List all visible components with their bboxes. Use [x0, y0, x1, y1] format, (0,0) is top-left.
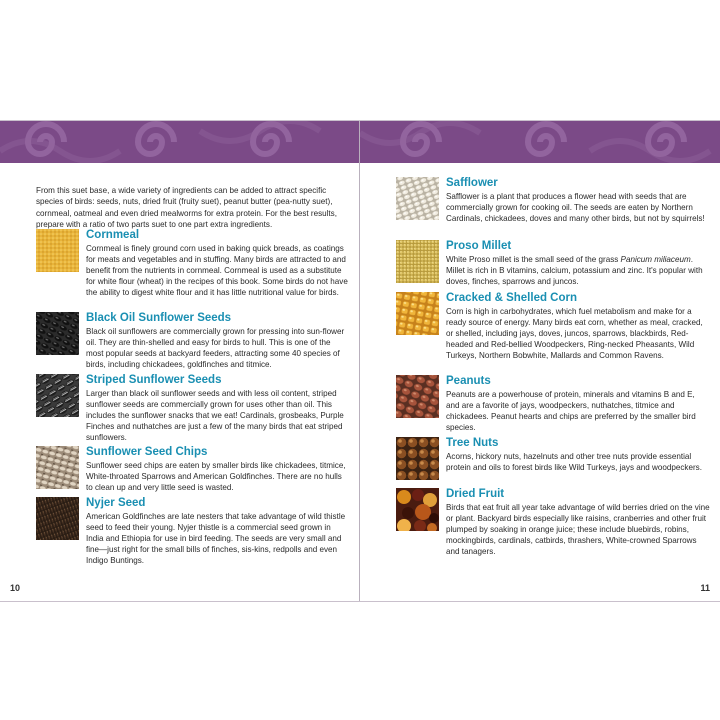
body-text-end: . Millet is rich in B vitamins, calcium, potassium and zinc. It's popular with doves, finches, sparrows and juncos.: [446, 255, 703, 286]
body-text-start: White Proso millet is the small seed of the grass: [446, 255, 621, 264]
book-spread: [0, 120, 720, 602]
left-page: [0, 121, 360, 601]
entry-body: Cornmeal is finely ground corn used in baking quick breads, as coatings for meats and vegetables and in stuffing. Many birds are attracted to and benefit from the nutrients in cornmeal. Cornmeal is used as a substitute for white flour (wheat) in the recipes of this book. Some birds do not have the ability to digest white flour and it has little nutritional value for birds.: [86, 244, 348, 297]
entry-body: Larger than black oil sunflower seeds and with less oil content, striped sunflower seeds are commercially grown for uses other than oil. This includes the sunflower snacks that we eat! Cardinals, grosbeaks, Purple Finches and nuthatches are just a few of the many birds that eat striped sunflowers.: [86, 389, 344, 442]
entry-title: Striped Sunflower Seeds: [86, 374, 222, 386]
cornmeal-photo: [36, 229, 79, 272]
entry-body: [446, 254, 710, 287]
scientific-name: Panicum miliaceum: [620, 255, 691, 264]
corn-photo: [396, 292, 439, 335]
striped-sunflower-photo: [36, 374, 79, 417]
proso-millet-photo: [396, 240, 439, 283]
decorative-banner: [0, 121, 359, 163]
page-number: 10: [10, 583, 21, 593]
page-number: 11: [700, 583, 710, 593]
entry-title: Tree Nuts: [446, 437, 499, 449]
intro-paragraph: From this suet base, a wide variety of ingredients can be added to attract specific species of birds: seeds, nuts, dried fruit (fruity suet), peanut butter (pea-nutty suet), cornmeal, oatmeal and even dried mealworms for extra protein. For the best results, prepare with a ratio of two parts suet to one part extra ingredients.: [36, 186, 337, 229]
entry-title: Peanuts: [446, 375, 491, 387]
entry-body: Black oil sunflowers are commercially grown for pressing into sun-flower oil. They are thin-shelled and easy for birds to hull. This is one of the most popular seeds at backyard feeders, attracting some 40 species of birds, including chickadees, goldfinches and titmice.: [86, 327, 345, 369]
safflower-photo: [396, 177, 439, 220]
entry-title: Black Oil Sunflower Seeds: [86, 312, 232, 324]
entry-title: Proso Millet: [446, 240, 512, 252]
entry-title: Safflower: [446, 177, 498, 189]
entry-title: Cracked & Shelled Corn: [446, 292, 578, 304]
entry-body: Corn is high in carbohydrates, which fuel metabolism and make for a ready source of energy. Many birds eat corn, whether as meal, cracked, or shelled, including jays, doves, juncos, sparrows, blackbirds, Red-headed and Red-bellied Woodpeckers, Ring-necked Pheasants, Wild Turkeys, Northern Bobwhite, Mallards and Common Ravens.: [446, 307, 703, 360]
entry-body: Acorns, hickory nuts, hazelnuts and other tree nuts provide essential protein and oils to forest birds like Wild Turkeys, jays and woodpeckers.: [446, 452, 702, 472]
entry-title: Nyjer Seed: [86, 497, 146, 509]
tree-nuts-photo: [396, 437, 439, 480]
black-oil-sunflower-photo: [36, 312, 79, 355]
entry-body: American Goldfinches are late nesters that take advantage of wild thistle seed to feed their young. Nyjer thistle is a commercial seed grown in India and Ethiopia for use in bird feeding. The seeds are very small and fine—just right for the small bills of finches, sis-kins, redpolls and even Indigo Buntings.: [86, 512, 346, 565]
entry-body: Safflower is a plant that produces a flower head with seeds that are commercially grown for cooking oil. The seeds are eaten by Northern Cardinals, chickadees, doves and many other birds, but not by squirrels!: [446, 192, 705, 223]
right-page: [360, 121, 720, 601]
decorative-banner: [360, 121, 720, 163]
entry-body: Sunflower seed chips are eaten by smaller birds like chickadees, titmice, White-throated Sparrows and American Goldfinches. There are no hulls to clean up and very little seed is wasted.: [86, 461, 346, 492]
entry-title: Dried Fruit: [446, 488, 505, 500]
peanuts-photo: [396, 375, 439, 418]
nyjer-photo: [36, 497, 79, 540]
entry-body: Peanuts are a powerhouse of protein, minerals and vitamins B and E, and are a favorite of jays, woodpeckers, nuthatches, titmice and chickadees. Peanut hearts and chips are preferred by the smaller bird species.: [446, 390, 696, 432]
dried-fruit-photo: [396, 488, 439, 531]
sunflower-chips-photo: [36, 446, 79, 489]
entry-body: Birds that eat fruit all year take advantage of wild berries dried on the vine or plant. Backyard birds especially like raisins, cranberries and other fruit plumped by soaking in orange juice; these include bluebirds, robins, mockingbirds, cardinals, catbirds, thrashers, White-crowned Sparrows and tanagers.: [446, 503, 710, 556]
entry-title: Cornmeal: [86, 229, 140, 241]
entry-title: Sunflower Seed Chips: [86, 446, 208, 458]
